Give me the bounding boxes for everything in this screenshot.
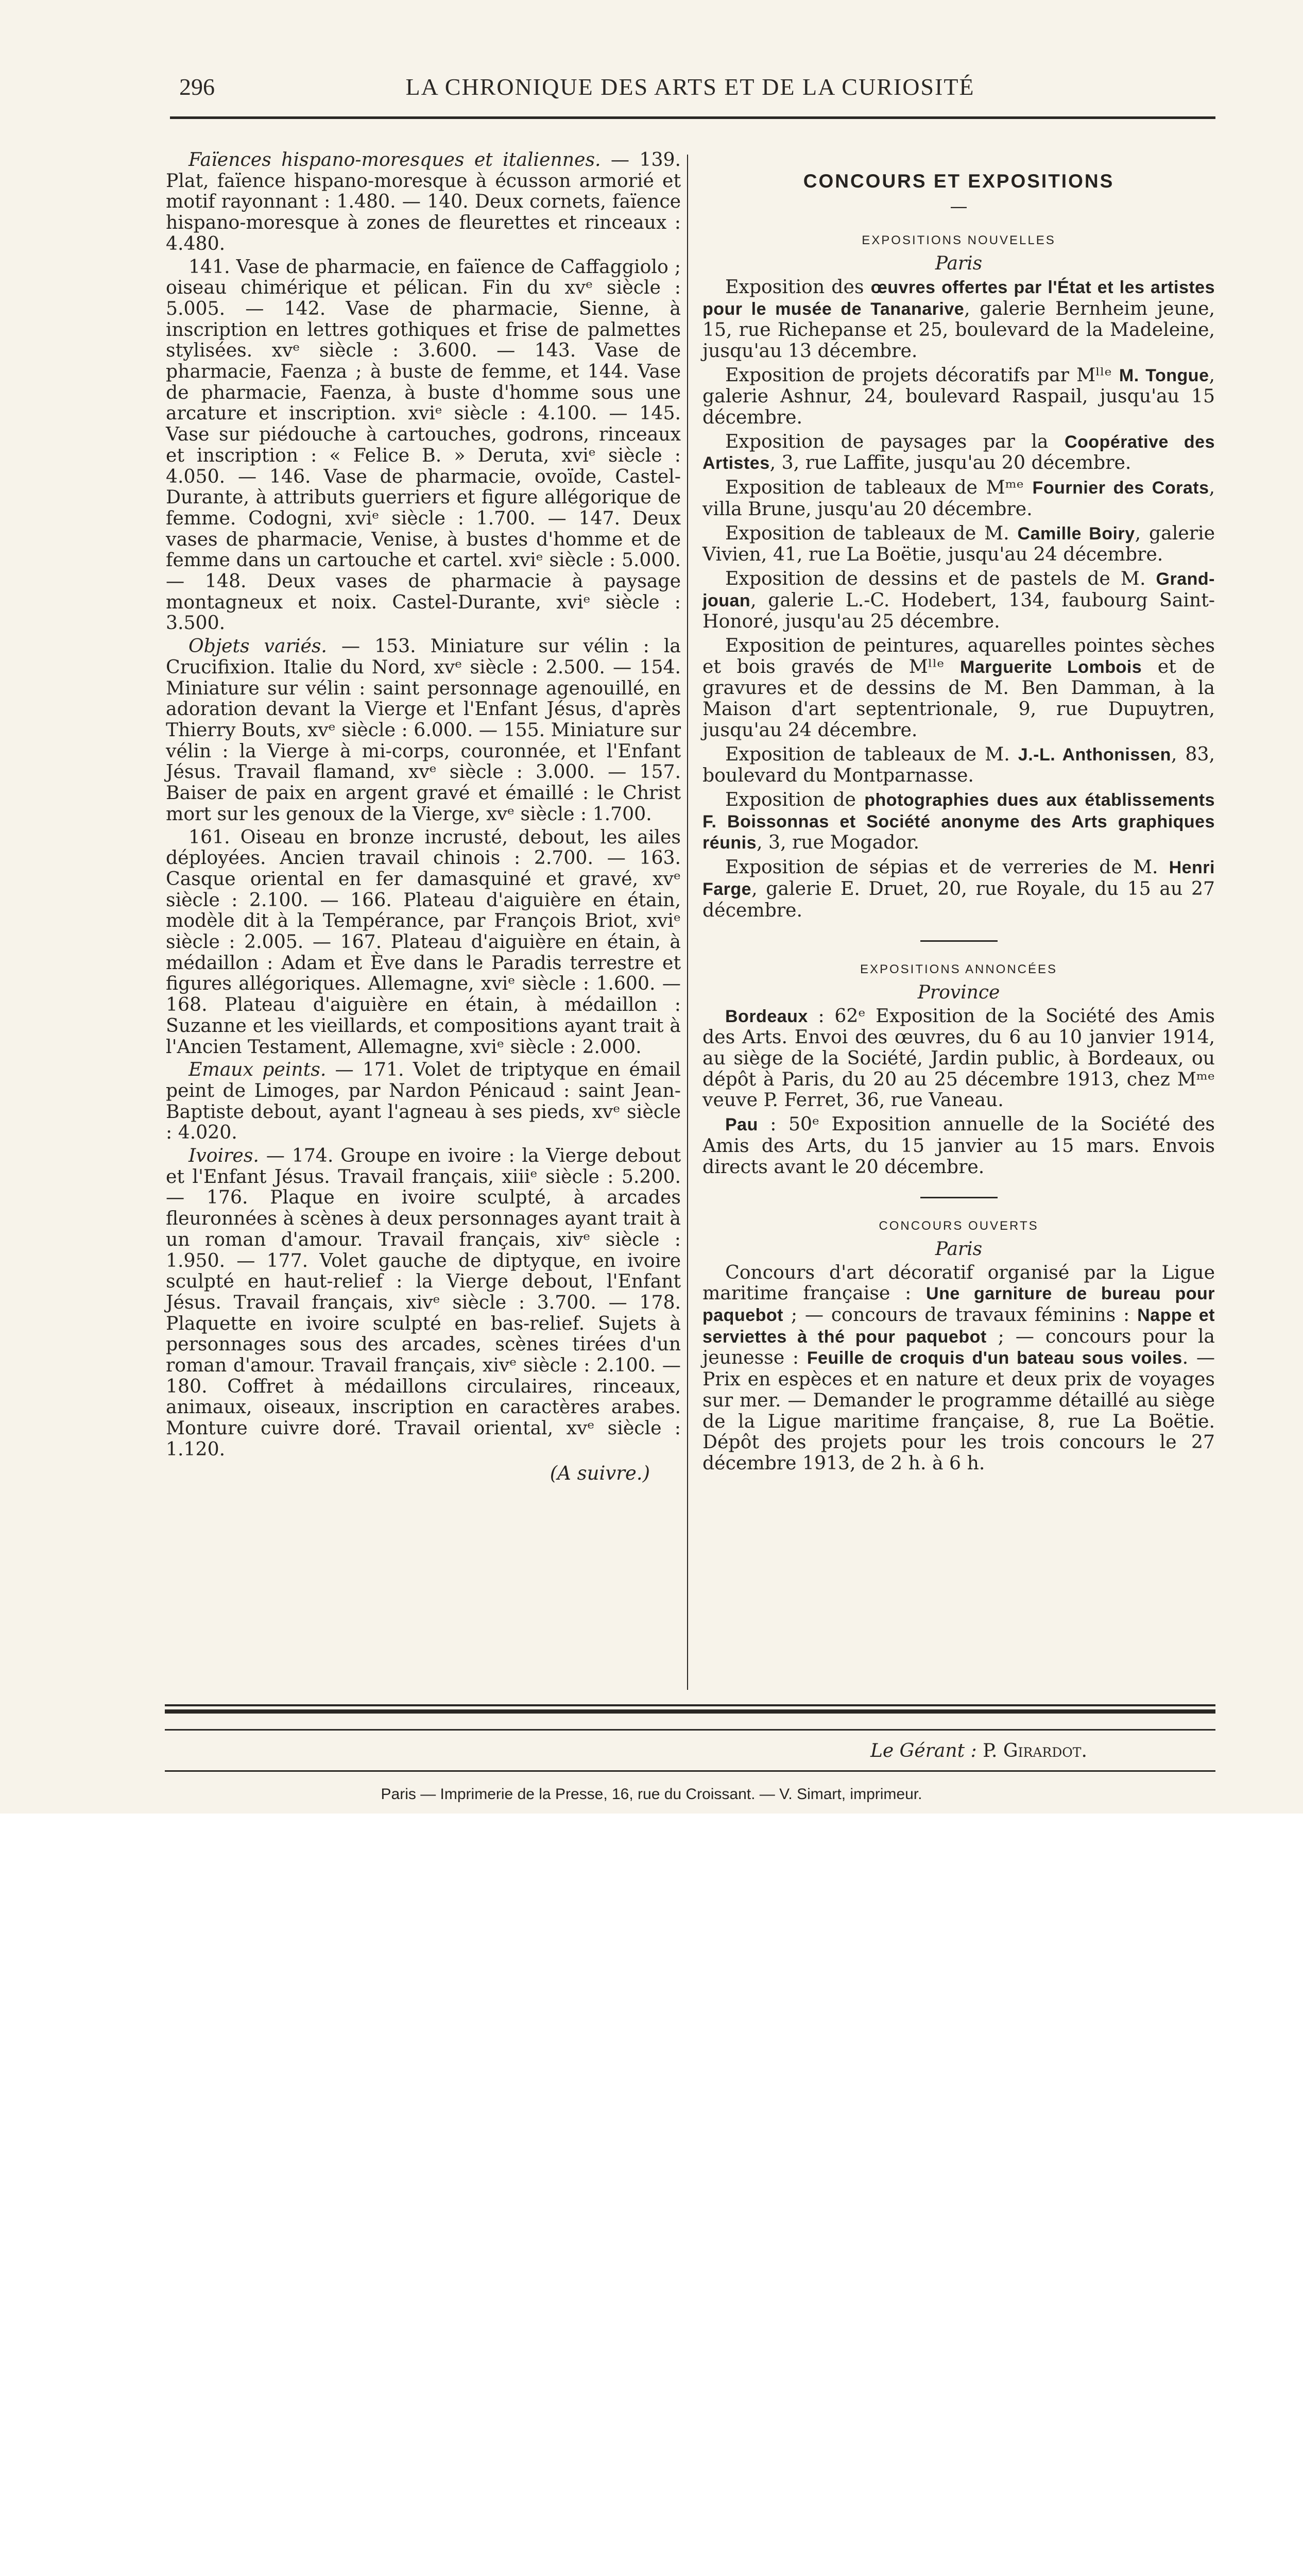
exposition-item: Exposition de sépias et de verreries de M. Henri Farge, galerie E. Druet, 20, rue Royale, du 15 au 27 décembre. bbox=[702, 856, 1215, 921]
exposition-item: Exposition de paysages par la Coopérative des Artistes, 3, rue Laffite, jusqu'au 20 décembre. bbox=[702, 430, 1215, 474]
region-province: Province bbox=[917, 981, 1000, 1003]
concours-item: Concours d'art décoratif organisé par la Ligue maritime française : Une garniture de bureau pour paquebot ; — concours de travaux féminins : Nappe et serviettes à thé pour paquebot ; — concours pour la jeunesse : Feuille de croquis d'un bateau sous voiles. — Prix en espèces et en nature et deux prix de voyages sur mer. — Demander le programme détaillé au siège de la Ligue maritime française, 8, rue La Boëtie. Dépôt des projets pour les trois concours le 27 décembre 1913, de 2 h. à 6 h. bbox=[702, 1261, 1215, 1474]
annonce-item: Bordeaux : 62ᵉ Exposition de la Société des Amis des Arts. Envoi des œuvres, du 6 au 10 janvier 1914, au siège de la Société, Jardin public, à Bordeaux, ou dépôt à Paris, du 20 au 25 décembre 1913, chez Mᵐᵉ veuve P. Ferret, 36, rue Vaneau. bbox=[702, 1004, 1215, 1111]
exposition-item: Exposition de tableaux de M. Camille Boiry, galerie Vivien, 41, rue La Boëtie, jusqu'au 24 décembre. bbox=[702, 521, 1215, 566]
paragraph-ivoires: Ivoires. — 174. Groupe en ivoire : la Vierge debout et l'Enfant Jésus. Travail français, xiiiᵉ siècle : 5.200. — 176. Plaque en ivoire sculpté, à arcades fleuronnées à scènes à deux personnages ayant trait à un roman d'amour. Travail français, xivᵉ siècle : 1.950. — 177. Volet gauche de diptyque, en ivoire sculpté en haut-relief : la Vierge debout, l'Enfant Jésus. Travail français, xivᵉ siècle : 3.700. — 178. Plaquette en ivoire sculpté en bas-relief. Sujets à personnages sous des arcades, scènes tirées d'un roman d'amour. Travail français, xivᵉ siècle : 2.100. — 180. Coffret à médaillons circulaires, rinceaux, animaux, oiseaux, inscription en caractères arabes. Monture cuivre doré. Travail oriental, xvᵉ siècle : 1.120. bbox=[166, 1144, 681, 1460]
annonce-item: Pau : 50ᵉ Exposition annuelle de la Société des Amis des Arts, du 15 janvier au 15 mars. Envois directs avant le 20 décembre. bbox=[702, 1113, 1215, 1178]
exposition-item: Exposition de projets décoratifs par Mˡˡᵉ M. Tongue, galerie Ashnur, 24, boulevard Raspail, jusqu'au 15 décembre. bbox=[702, 363, 1215, 429]
digitization-footer bbox=[0, 1814, 1303, 1986]
section-dash: — bbox=[950, 196, 968, 217]
bottom-rule-thick bbox=[165, 1709, 1215, 1714]
exposition-item: Exposition de tableaux de Mᵐᵉ Fournier des Corats, villa Brune, jusqu'au 20 décembre. bbox=[702, 476, 1215, 520]
city-paris-concours: Paris bbox=[935, 1238, 983, 1260]
paragraph-objets-varies: Objets variés. — 153. Miniature sur vélin : la Crucifixion. Italie du Nord, xvᵉ siècle : 2.500. — 154. Miniature sur vélin : saint personnage agenouillé, en adoration devant la Vierge et l'Enfant Jésus, d'après Thierry Bouts, xvᵉ siècle : 6.000. — 155. Miniature sur vélin : la Vierge à mi-corps, couronnée, et l'Enfant Jésus. Travail flamand, xvᵉ siècle : 3.000. — 157. Baiser de paix en argent gravé et émaillé : le Christ mort sur les genoux de la Vierge, xvᵉ siècle : 1.700. bbox=[166, 635, 681, 825]
paragraph-emaux: Emaux peints. — 171. Volet de triptyque en émail peint de Limoges, par Nardon Pénicaud : saint Jean-Baptiste debout, ayant l'agneau à ses pieds, xvᵉ siècle : 4.020. bbox=[166, 1058, 681, 1144]
paragraph-pharmacie: 141. Vase de pharmacie, en faïence de Caffaggiolo ; oiseau chimérique et pélican. Fin du xvᵉ siècle : 5.005. — 142. Vase de pharmacie, Sienne, à inscription en lettres gothiques et frise de palmettes stylisées. xvᵉ siècle : 3.600. — 143. Vase de pharmacie, Faenza ; à buste de femme, et 144. Vase de pharmacie, Faenza, à buste d'homme sous une arcature et inscription. xviᵉ siècle : 4.100. — 145. Vase sur piédouche à cartouches, godrons, rinceaux et inscription : « Felice B. » Deruta, xviᵉ siècle : 4.050. — 146. Vase de pharmacie, ovoïde, Castel-Durante, à attributs guerriers et figure allégorique de femme. Codogni, xviᵉ siècle : 1.700. — 147. Deux vases de pharmacie, Venise, à bustes d'homme et de femme dans un cartouche et cartel. xviᵉ siècle : 5.000. — 148. Deux vases de pharmacie à paysage montagneux et noix. Castel-Durante, xviᵉ siècle : 3.500. bbox=[166, 255, 681, 634]
journal-title: LA CHRONIQUE DES ARTS ET DE LA CURIOSITÉ bbox=[405, 74, 975, 100]
page-header bbox=[165, 67, 1215, 103]
paragraph-bronze-etain: 161. Oiseau en bronze incrusté, debout, les ailes déployées. Ancien travail chinois : 2.700. — 163. Casque oriental en fer damasquiné et gravé, xvᵉ siècle : 2.100. — 166. Plateau d'aiguière en étain, modèle dit à la Tempérance, par François Briot, xviᵉ siècle : 2.005. — 167. Plateau d'aiguière en étain, à médaillon : Adam et Ève dans le Paradis terrestre et figures allégoriques. Allemagne, xviᵉ siècle : 1.600. — 168. Plateau d'aiguière en étain, à médaillon : Suzanne et les vieillards, et compositions ayant trait à l'Ancien Testament, Allemagne, xviᵉ siècle : 2.000. bbox=[166, 825, 681, 1058]
page-number: 296 bbox=[179, 74, 215, 100]
signature: Le Gérant : P. Girardot. bbox=[870, 1740, 1087, 1761]
section-title: CONCOURS ET EXPOSITIONS bbox=[803, 171, 1115, 192]
column-divider bbox=[687, 155, 688, 1690]
exposition-item: Exposition de dessins et de pastels de M. Grand-jouan, galerie L.-C. Hodebert, 134, faubourg Saint-Honoré, jusqu'au 25 décembre. bbox=[702, 567, 1215, 633]
imprint-rule bbox=[165, 1770, 1215, 1772]
exposition-item: Exposition de photographies dues aux établissements F. Boissonnas et Société anonyme des Arts graphiques réunis, 3, rue Mogador. bbox=[702, 788, 1215, 854]
exposition-item: Exposition des œuvres offertes par l'État et les artistes pour le musée de Tananarive, galerie Bernheim jeune, 15, rue Richepanse et 25, boulevard de la Madeleine, jusqu'au 13 décembre. bbox=[702, 275, 1215, 362]
section-rule bbox=[920, 1197, 998, 1198]
to-be-continued: (A suivre.) bbox=[550, 1462, 650, 1484]
heading-expositions-nouvelles: EXPOSITIONS NOUVELLES bbox=[862, 233, 1056, 248]
signature-rule bbox=[165, 1729, 1215, 1731]
section-rule bbox=[920, 940, 998, 942]
bottom-rule-thin bbox=[165, 1704, 1215, 1706]
right-column bbox=[702, 149, 1215, 1474]
exposition-item: Exposition de peintures, aquarelles pointes sèches et bois gravés de Mˡˡᵉ Marguerite Lombois et de gravures et de dessins de M. Ben Damman, à la Maison d'art septentrionale, 9, rue Dupuytren, jusqu'au 24 décembre. bbox=[702, 634, 1215, 741]
header-rule bbox=[170, 116, 1215, 119]
left-column bbox=[166, 149, 681, 1484]
heading-concours-ouverts: CONCOURS OUVERTS bbox=[879, 1219, 1039, 1233]
city-paris: Paris bbox=[935, 253, 983, 275]
exposition-item: Exposition de tableaux de M. J.-L. Anthonissen, 83, boulevard du Montparnasse. bbox=[702, 742, 1215, 787]
heading-expositions-annoncees: EXPOSITIONS ANNONCÉES bbox=[860, 962, 1058, 977]
paragraph-faiences: Faïences hispano-moresques et italiennes. — 139. Plat, faïence hispano-moresque à écusson armorié et motif rayonnant : 1.480. — 140. Deux cornets, faïence hispano-moresque à zones de fleurettes et rinceaux : 4.480. bbox=[166, 148, 681, 255]
printer-imprint: Paris — Imprimerie de la Presse, 16, rue du Croissant. — V. Simart, imprimeur. bbox=[381, 1786, 922, 1803]
